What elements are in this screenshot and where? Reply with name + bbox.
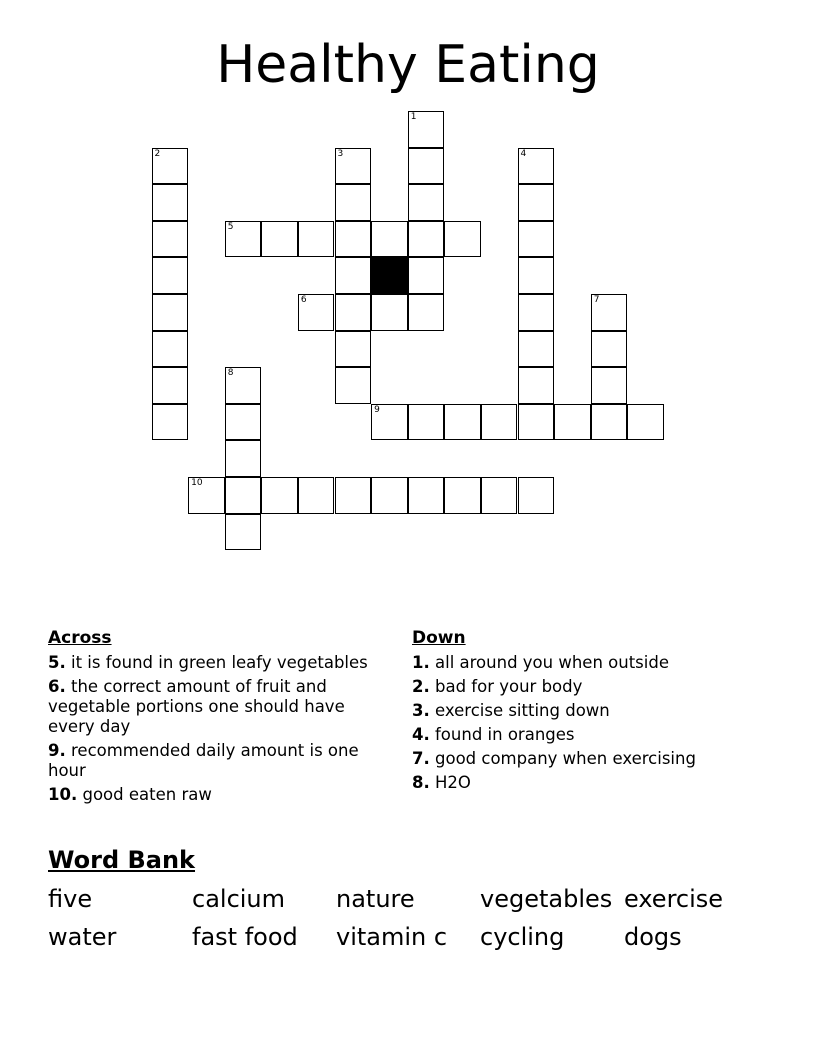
down-clues: [412, 628, 772, 797]
clue-number-label: 3: [337, 148, 344, 159]
crossword-cell[interactable]: [591, 404, 628, 441]
clue-text: the correct amount of fruit and vegetable portions one should have every day: [48, 677, 345, 736]
crossword-cell[interactable]: [335, 331, 372, 368]
crossword-cell[interactable]: [335, 294, 372, 331]
crossword-cell[interactable]: [371, 404, 408, 441]
crossword-cell[interactable]: [225, 477, 262, 514]
crossword-cell[interactable]: [298, 477, 335, 514]
crossword-cell[interactable]: [518, 367, 555, 404]
crossword-cell[interactable]: [335, 477, 372, 514]
crossword-cell[interactable]: [481, 404, 518, 441]
crossword-cell[interactable]: [152, 404, 189, 441]
crossword-cell[interactable]: [335, 148, 372, 185]
word-bank-item: cycling: [480, 923, 565, 951]
word-bank-title: Word Bank: [48, 846, 196, 874]
word-bank-item: dogs: [624, 923, 682, 951]
crossword-cell[interactable]: [152, 294, 189, 331]
crossword-cell[interactable]: [298, 221, 335, 258]
word-bank-item: water: [48, 923, 117, 951]
crossword-cell[interactable]: [152, 184, 189, 221]
crossword-cell[interactable]: [152, 221, 189, 258]
crossword-cell[interactable]: [188, 477, 225, 514]
clue-number: 6.: [48, 677, 66, 696]
clue-number-label: 7: [593, 295, 600, 305]
crossword-cell[interactable]: [371, 221, 408, 258]
clue-number: 7.: [412, 749, 430, 768]
crossword-cell[interactable]: [152, 331, 189, 368]
crossword-cell[interactable]: [408, 148, 445, 185]
crossword-cell[interactable]: [408, 294, 445, 331]
crossword-cell[interactable]: [444, 404, 481, 441]
clue-text: found in oranges: [435, 725, 575, 744]
crossword-cell[interactable]: [518, 404, 555, 441]
word-bank-item: exercise: [624, 885, 724, 913]
clue-number-label: 1: [410, 112, 417, 122]
crossword-cell[interactable]: [335, 257, 372, 294]
crossword-cell[interactable]: [152, 367, 189, 404]
crossword-cell[interactable]: [225, 404, 262, 441]
clue-number: 4.: [412, 725, 430, 744]
clue-number-label: 8: [227, 368, 234, 379]
black-cell: [371, 257, 408, 294]
clue-text: recommended daily amount is one hour: [48, 741, 359, 780]
clue-down-8: [412, 773, 772, 793]
crossword-cell[interactable]: [335, 367, 372, 404]
crossword-cell[interactable]: [408, 477, 445, 514]
clue-number-label: 9: [374, 404, 380, 415]
clue-down-3: [412, 701, 772, 721]
clue-number: 2.: [412, 677, 430, 696]
crossword-cell[interactable]: [518, 184, 555, 221]
clue-number: 8.: [412, 773, 430, 792]
crossword-cell[interactable]: [371, 294, 408, 331]
word-bank-item: calcium: [192, 885, 286, 913]
crossword-cell[interactable]: [554, 404, 591, 441]
across-clues: [48, 628, 393, 809]
clue-number-label: 5: [227, 221, 234, 232]
clue-number-label: 10: [191, 478, 203, 488]
crossword-cell[interactable]: [518, 257, 555, 294]
crossword-cell[interactable]: [225, 221, 262, 258]
crossword-cell[interactable]: [481, 477, 518, 514]
clue-text: bad for your body: [435, 677, 583, 696]
crossword-cell[interactable]: [518, 148, 555, 185]
crossword-cell[interactable]: [518, 331, 555, 368]
down-heading: Down: [412, 628, 466, 648]
clue-number-label: 4: [520, 148, 527, 159]
crossword-cell[interactable]: [408, 257, 445, 294]
crossword-cell[interactable]: [152, 148, 189, 185]
crossword-cell[interactable]: [225, 440, 262, 477]
crossword-cell[interactable]: [591, 294, 628, 331]
clue-number: 1.: [412, 653, 430, 672]
clue-text: all around you when outside: [435, 653, 669, 672]
page-title: Healthy Eating: [216, 35, 600, 95]
crossword-cell[interactable]: [261, 477, 298, 514]
clue-text: exercise sitting down: [435, 701, 610, 720]
word-bank-item: fast food: [192, 923, 298, 951]
crossword-cell[interactable]: [298, 294, 335, 331]
crossword-cell[interactable]: [225, 367, 262, 404]
clue-number-label: 2: [154, 148, 161, 159]
clue-across-9: [48, 741, 393, 781]
clue-down-4: [412, 725, 772, 745]
crossword-cell[interactable]: [444, 221, 481, 258]
word-bank-item: five: [48, 885, 93, 913]
clue-down-1: [412, 653, 772, 673]
word-bank-row: [48, 920, 768, 958]
clue-number: 10.: [48, 785, 78, 804]
clue-down-7: [412, 749, 772, 769]
clue-across-5: [48, 653, 393, 673]
crossword-cell[interactable]: [335, 221, 372, 258]
clue-number: 3.: [412, 701, 430, 720]
across-heading: Across: [48, 628, 112, 648]
crossword-cell[interactable]: [225, 514, 262, 551]
word-bank-item: nature: [336, 885, 415, 913]
crossword-cell[interactable]: [518, 221, 555, 258]
crossword-cell[interactable]: [591, 331, 628, 368]
crossword-cell[interactable]: [408, 221, 445, 258]
word-bank-row: [48, 882, 768, 920]
crossword-cell[interactable]: [627, 404, 664, 441]
crossword-cell[interactable]: [371, 477, 408, 514]
clue-across-6: [48, 677, 393, 737]
crossword-cell[interactable]: [261, 221, 298, 258]
clue-number: 5.: [48, 653, 66, 672]
crossword-cell[interactable]: [518, 294, 555, 331]
crossword-cell[interactable]: [444, 477, 481, 514]
clue-number: 9.: [48, 741, 66, 760]
crossword-cell[interactable]: [591, 367, 628, 404]
clue-number-label: 6: [300, 295, 307, 305]
clue-across-10: [48, 785, 393, 805]
crossword-cell[interactable]: [518, 477, 555, 514]
clue-text: good eaten raw: [82, 785, 212, 804]
crossword-cell[interactable]: [152, 257, 189, 294]
clue-text: good company when exercising: [435, 749, 696, 768]
word-bank: [48, 882, 768, 958]
clue-down-2: [412, 677, 772, 697]
word-bank-item: vegetables: [480, 885, 613, 913]
crossword-cell[interactable]: [408, 111, 445, 148]
clue-text: H2O: [435, 773, 471, 792]
crossword-cell[interactable]: [335, 184, 372, 221]
crossword-cell[interactable]: [408, 404, 445, 441]
crossword-cell[interactable]: [408, 184, 445, 221]
clue-text: it is found in green leafy vegetables: [71, 653, 368, 672]
word-bank-item: vitamin c: [336, 923, 448, 951]
